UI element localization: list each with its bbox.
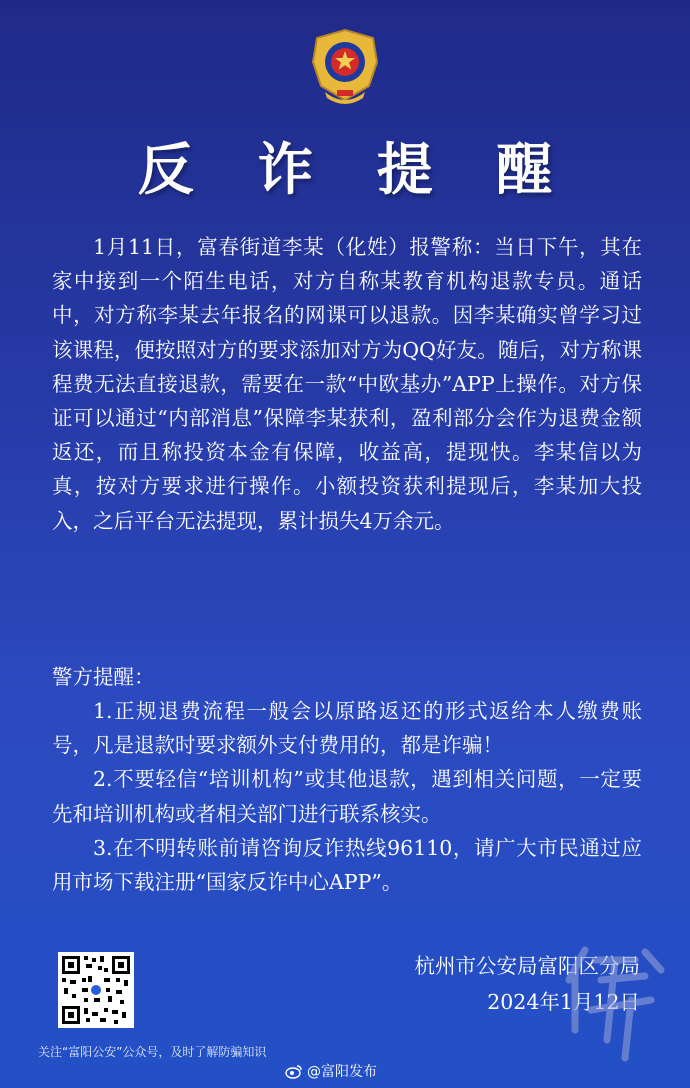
warning-heading: 警方提醒： bbox=[52, 665, 155, 689]
case-paragraph: 1月11日，富春街道李某（化姓）报警称：当日下午，其在家中接到一个陌生电话，对方自称某教育机构退款专员。通话中，对方称李某去年报名的网课可以退款。因李某确实曾学习过该课程，便按照对方的要求添加对方为QQ好友。随后，对方称课程费无法直接退款，需要在一款“中欧基办”APP上操作。对方保证可以通过“内部消息”保障李某获利，盈利部分会作为退费金额返还，而且称投资本金有保障，收益高，提现快。李某信以为真，按对方要求进行操作。小额投资获利提现后，李某加大投入，之后平台无法提现，累计损失4万余元。 bbox=[52, 235, 642, 533]
tip-item: 2.不要轻信“培训机构”或其他退款，遇到相关问题，一定要先和培训机构或者相关部门进行联系核实。 bbox=[52, 767, 642, 826]
credit-text: @富阳发布 bbox=[307, 1064, 377, 1080]
police-emblem-icon bbox=[307, 28, 383, 108]
tip-item: 1.正规退费流程一般会以原路返还的形式返给本人缴费账号，凡是退款时要求额外支付费用的，都是诈骗！ bbox=[52, 699, 642, 758]
watermark-logo-icon bbox=[555, 940, 675, 1070]
issue-date: 2024年1月12日 bbox=[487, 990, 640, 1014]
page-title: 反 诈 提 醒 bbox=[137, 137, 575, 203]
issuing-organization: 杭州市公安局富阳区分局 bbox=[414, 954, 640, 978]
credit-line bbox=[285, 1061, 377, 1081]
qr-code-icon bbox=[58, 952, 134, 1028]
case-description bbox=[52, 230, 642, 538]
warning-tips bbox=[52, 694, 642, 899]
footer-note: 关注“富阳公安”公众号，及时了解防骗知识 bbox=[38, 1045, 267, 1059]
weibo-icon bbox=[285, 1064, 303, 1079]
tip-item: 3.在不明转账前请咨询反诈热线96110，请广大市民通过应用市场下载注册“国家反诈中心APP”。 bbox=[52, 835, 642, 895]
